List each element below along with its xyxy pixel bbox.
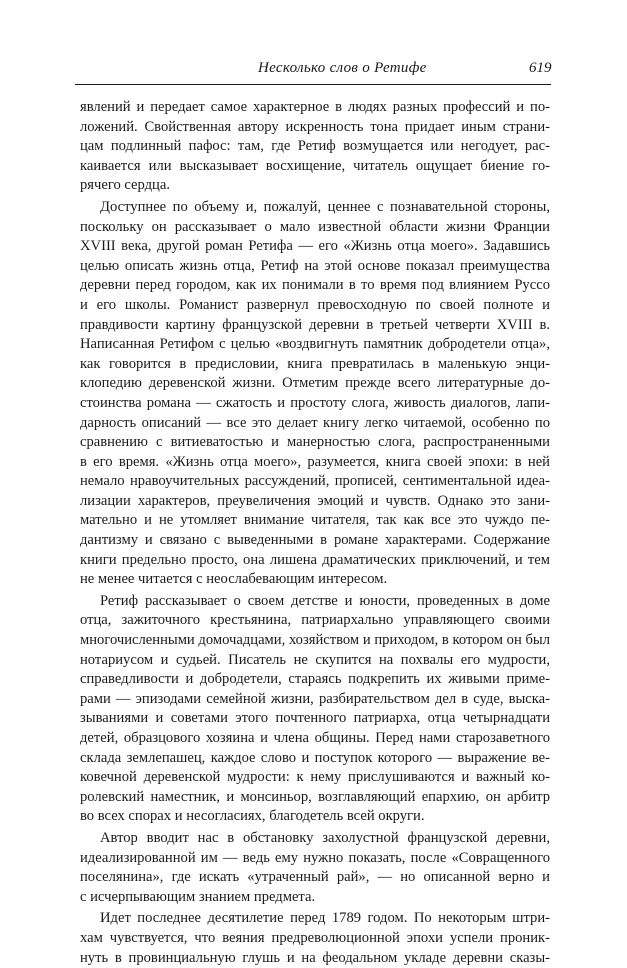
text-line: клопедию деревенской жизни. Отметим прежде всего литературные до- — [80, 375, 550, 392]
text-line: немало нравоучительных рассуждений, прописей, сентиментальной идеа- — [80, 473, 550, 490]
text-line: дантизму и связано с выведенными в романе характерами. Содержание — [80, 532, 550, 549]
text-line: Ретиф рассказывает о своем детстве и юности, проведенных в доме — [100, 592, 550, 609]
paragraph — [80, 592, 550, 827]
text-line: не менее читается с неослабевающим интересом. — [80, 571, 388, 588]
running-head-title: Несколько слов о Ретифе — [258, 60, 427, 76]
text-line: многочисленными домочадцами, хозяйством и приходом, в котором он был — [80, 632, 550, 649]
running-head — [0, 58, 627, 84]
text-line: цам подлинный пафос: там, где Ретиф возмущается или негодует, рас- — [80, 138, 550, 155]
text-line: хам чувствуется, что веяния предреволюционной эпохи успели проник- — [80, 929, 550, 946]
text-line: лизации характеров, преувеличения эмоций и чувств. Однако это зани- — [80, 492, 550, 509]
text-line: Доступнее по объему и, пожалуй, ценнее с познавательной стороны, — [100, 198, 550, 215]
paragraph — [80, 198, 550, 590]
page-number: 619 — [529, 60, 552, 76]
text-line: рячего сердца. — [80, 177, 170, 194]
text-line: нотариусом и судьей. Писатель не скупится на похвалы его мудрости, — [80, 651, 550, 668]
text-line: Автор вводит нас в обстановку захолустной французской деревни, — [100, 829, 550, 846]
text-line: Написанная Ретифом с целью «воздвигнуть памятник добродетели отца», — [80, 336, 550, 353]
text-line: правдивости картину французской деревни в третьей четверти XVIII в. — [80, 316, 550, 333]
text-line: сравнению с витиеватостью и манерностью слога, распространенными — [80, 434, 550, 451]
text-line: стоинства романа — сжатость и простоту слога, живость диалогов, лапи- — [80, 394, 550, 411]
text-line: нуть в провинциальную глушь и на феодальном укладе деревни сказы- — [80, 949, 550, 966]
text-line: как говорится в предисловии, книга превратилась в маленькую энци- — [80, 355, 550, 372]
text-body — [80, 98, 550, 968]
text-line: каивается или высказывает восхищение, читатель ощущает биение го- — [80, 157, 550, 174]
text-line: целью описать жизнь отца, Ретиф на этой основе показал преимущества — [80, 257, 550, 274]
paragraph — [80, 909, 550, 968]
text-line: книги предельно просто, она лишена драматических приключений, и тем — [80, 551, 550, 568]
text-line: ролевский наместник, и монсиньор, возглавляющий епархию, он арбитр — [80, 788, 550, 805]
paragraph — [80, 829, 550, 907]
text-line: ложений. Свойственная автору искренность тона придает иным страни- — [80, 118, 550, 135]
text-line: с исчерпывающим знанием предмета. — [80, 888, 316, 905]
text-line: мательно и не утомляет внимание читателя, так как все это чуждо пе- — [80, 512, 550, 529]
text-line: детей, образцового хозяина и члена общины. Перед нами старозаветного — [80, 730, 550, 746]
text-line: склада землепашец, каждое слово и поступок которого — выражение ве- — [80, 749, 550, 766]
text-line: ковечной деревенской мудрости: к нему прислушиваются и важный ко- — [80, 769, 550, 786]
paragraph — [80, 98, 550, 196]
text-line: Идет последнее десятилетие перед 1789 годом. По некоторым штри- — [100, 910, 550, 927]
text-line: поселянина», где искать «утраченный рай», — но описанной верно и — [80, 869, 550, 886]
text-line: дарность описаний — все это делает книгу легко читаемой, особенно по — [80, 414, 550, 431]
text-line: деревни перед городом, как их понимали в то время под влиянием Руссо — [80, 277, 550, 294]
text-line: справедливости и добродетели, стараясь подкрепить их живыми приме- — [80, 671, 550, 688]
text-line: явлений и передает самое характерное в людях разных профессий и по- — [80, 99, 550, 115]
text-line: отца, зажиточного крестьянина, патриархально управляющего своими — [80, 612, 550, 629]
text-line: во всех спорах и несогласиях, благодетель всей округи. — [80, 808, 425, 825]
text-line: и его школы. Романист развернул превосходную по своей полноте и — [80, 296, 550, 313]
text-line: рами — эпизодами семейной жизни, разбирательством дел в суде, выска- — [80, 690, 550, 707]
header-rule — [75, 84, 551, 85]
text-line: поскольку он рассказывает о мало известной области жизни Франции — [80, 218, 550, 235]
text-line: зываниями и советами этого почтенного патриарха, отца четырнадцати — [80, 710, 550, 727]
text-line: в его время. «Жизнь отца моего», разумеется, книга своей эпохи: в ней — [80, 453, 550, 470]
text-line: XVIII века, другой роман Ретифа — его «Жизнь отца моего». Задавшись — [80, 238, 550, 255]
text-line: идеализированной им — ведь ему нужно показать, после «Совращенного — [80, 849, 550, 866]
